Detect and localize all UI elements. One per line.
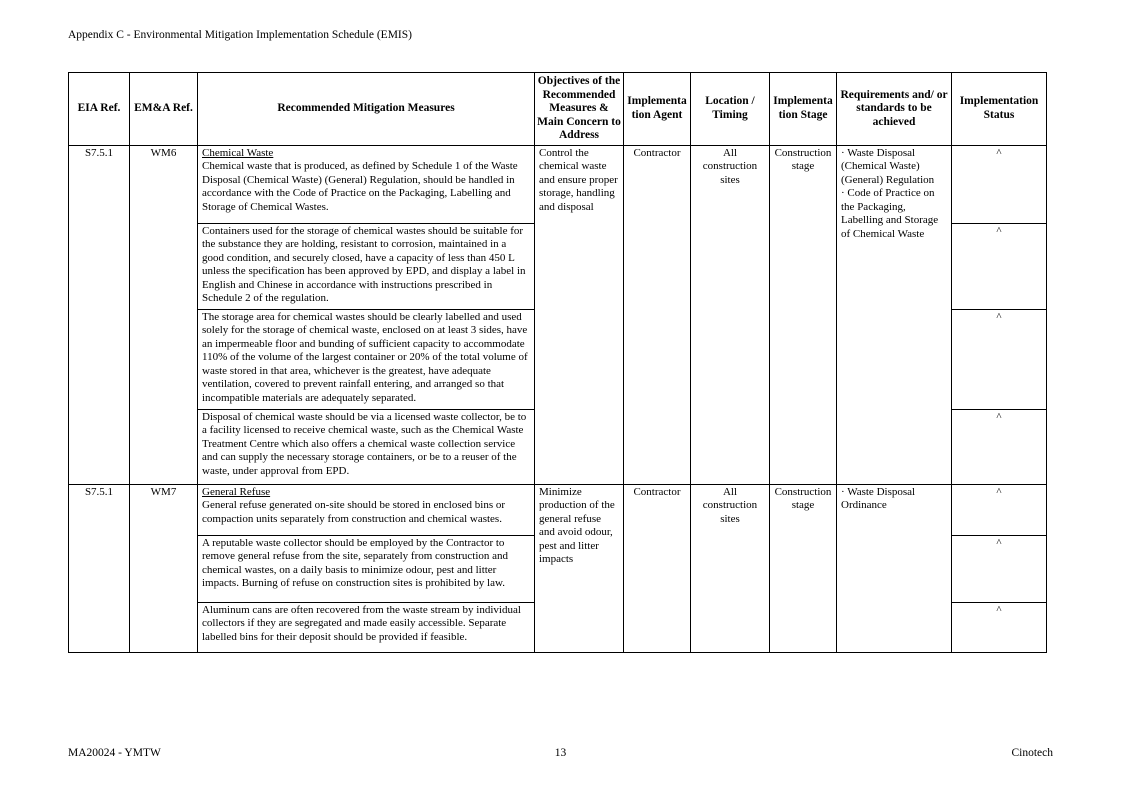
col-header-eia-ref: EIA Ref. [69,73,130,146]
cell-status: ^ [952,223,1047,309]
measure-heading: General Refuse [202,485,271,498]
cell-agent: Contractor [624,145,691,484]
cell-status: ^ [952,535,1047,602]
requirement-item: · Waste Disposal Ordinance [841,485,916,511]
cell-ema-ref: WM6 [130,145,198,484]
col-header-requirements: Requirements and/ or standards to be achieved [837,73,952,146]
cell-measure: Containers used for the storage of chemical wastes should be suitable for the substance they are holding, resistant to corrosion, maintained in a good condition, and securely closed, have a capacity of less than 450 L unless the specification has been approved by EPD, and display a label in English and Chinese in accordance with instructions prescribed in Schedule 2 of the regulation. [198,223,535,309]
cell-location: All construction sites [691,484,770,652]
col-header-objectives: Objectives of the Recommended Measures & Main Concern to Address [535,73,624,146]
header-row [69,73,1047,146]
cell-location: All construction sites [691,145,770,484]
footer-page-number: 13 [554,747,567,759]
emis-table [68,72,1047,653]
cell-measure [198,145,535,223]
col-header-location: Location / Timing [691,73,770,146]
cell-status: ^ [952,409,1047,484]
cell-measure: Disposal of chemical waste should be via a licensed waste collector, be to a facility licensed to receive chemical waste, such as the Chemical Waste Treatment Centre which also offers a chemical waste collection service and can supply the necessary storage containers, or be to a reuser of the waste, under approval from EPD. [198,409,535,484]
measure-heading: Chemical Waste [202,146,274,159]
col-header-ema-ref: EM&A Ref. [130,73,198,146]
col-header-measures: Recommended Mitigation Measures [198,73,535,146]
footer-company-name: Cinotech [1011,747,1053,759]
cell-status: ^ [952,602,1047,652]
table-row [69,145,1047,223]
appendix-title: Appendix C - Environmental Mitigation Implementation Schedule (EMIS) [68,29,412,41]
requirement-item: · Waste Disposal (Chemical Waste) (General) Regulation [841,146,935,186]
requirement-item: · Code of Practice on the Packaging, Labelling and Storage of Chemical Waste [841,187,939,240]
measure-text: Chemical waste that is produced, as defined by Schedule 1 of the Waste Disposal (Chemical Waste) (General) Regulation, should be handled in accordance with the Code of Practice on the Packaging, Labelling and Storage of Chemical Wastes. [202,160,518,213]
cell-measure: The storage area for chemical wastes should be clearly labelled and used solely for the storage of chemical waste, enclosed on at least 3 sides, have an impermeable floor and bunding of sufficient capacity to accommodate 110% of the volume of the largest container or 20% of the total volume of waste stored in that area, whichever is the greatest, have adequate ventilation, covered to prevent rainfall entering, and arranged so that incompatible materials are adequately separated. [198,309,535,409]
measure-text: General refuse generated on-site should be stored in enclosed bins or compaction units separately from construction and chemical wastes. [202,499,506,525]
cell-agent: Contractor [624,484,691,652]
cell-status: ^ [952,484,1047,535]
cell-measure [198,484,535,535]
cell-stage: Construction stage [770,484,837,652]
cell-status: ^ [952,145,1047,223]
cell-measure: Aluminum cans are often recovered from the waste stream by individual collectors if they are segregated and made easily accessible. Separate labelled bins for their deposit should be provided if feasible. [198,602,535,652]
footer-project-code: MA20024 - YMTW [68,747,161,759]
col-header-agent: Implementation Agent [624,73,691,146]
cell-eia-ref: S7.5.1 [69,145,130,484]
cell-status: ^ [952,309,1047,409]
table-row [69,484,1047,535]
col-header-stage: Implementation Stage [770,73,837,146]
cell-measure: A reputable waste collector should be employed by the Contractor to remove general refuse from the site, separately from construction and chemical wastes, on a daily basis to minimize odour, pest and litter impacts. Burning of refuse on construction sites is prohibited by law. [198,535,535,602]
cell-stage: Construction stage [770,145,837,484]
cell-requirements [837,484,952,652]
cell-objectives: Minimize production of the general refuse and avoid odour, pest and litter impacts [535,484,624,652]
cell-requirements [837,145,952,484]
col-header-status: Implementation Status [952,73,1047,146]
cell-eia-ref: S7.5.1 [69,484,130,652]
cell-ema-ref: WM7 [130,484,198,652]
cell-objectives: Control the chemical waste and ensure proper storage, handling and disposal [535,145,624,484]
